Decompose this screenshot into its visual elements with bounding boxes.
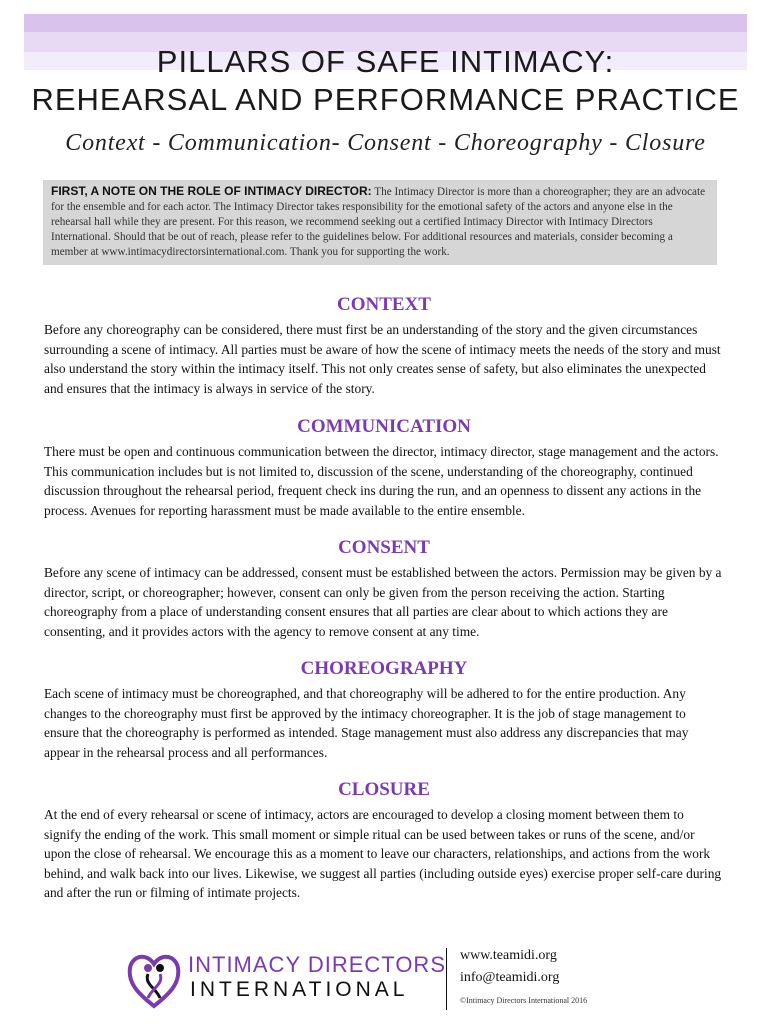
- section-body-context: Before any choreography can be considered, there must first be an understanding of the story and the given circumstances surrounding a scene of intimacy. All parties must be aware of how the scene of intimacy meets the needs of the story and must also understand the story within the intimacy itself. This not only creates sense of safety, but also eliminates the unexpected and ensures that the intimacy is always in service of the story.: [44, 322, 721, 396]
- section-heading-consent: CONSENT: [338, 537, 430, 558]
- note-heading: FIRST, A NOTE ON THE ROLE OF INTIMACY DIRECTOR:: [51, 184, 372, 198]
- email-link[interactable]: info@teamidi.org: [460, 970, 560, 985]
- section-heading-choreography: CHOREOGRAPHY: [300, 658, 468, 679]
- section-body-choreography: Each scene of intimacy must be choreographed, and that choreography will be adhered to for the entire production. Any changes to the choreography must first be approved by the intimacy choreographer. It is the job of stage management to ensure that the choreography is performed as intended. Stage management must also address any discrepancies that may appear in the rehearsal process and all performances.: [44, 686, 689, 760]
- heart-figures-logo-icon: [126, 948, 182, 1010]
- org-name-line2: INTERNATIONAL: [190, 978, 409, 1001]
- section-heading-context: CONTEXT: [337, 294, 431, 315]
- page-footer: [0, 940, 768, 1024]
- section-context: [44, 294, 724, 398]
- header-band-top: [24, 14, 747, 32]
- note-body: The Intimacy Director is more than a choreographer; they are an advocate for the ensemble and for each actor. The Intimacy Director takes responsibility for the emotional safety of the actors and anyone else in the rehearsal hall while they are present. For this reason, we recommend seeking out a certified Intimacy Director with Intimacy Directors International. Should that be out of reach, please refer to the guidelines below. For additional resources and materials, consider becoming a member at www.intimacydirectorsinternational.com. Thank you for supporting the work.: [51, 186, 706, 258]
- page-title-line1: PILLARS OF SAFE INTIMACY:: [156, 44, 615, 79]
- section-heading-communication: COMMUNICATION: [297, 416, 471, 437]
- section-choreography: [44, 658, 724, 762]
- section-heading-closure: CLOSURE: [338, 779, 430, 800]
- section-body-consent: Before any scene of intimacy can be addressed, consent must be established between the actors. Permission may be given by a director, script, or choreographer; however, consent can only be given from the person receiving the action. Starting choreography from a place of understanding consent ensures that all parties are clear about to which actions they are consenting, and it provides actors with the agency to remove consent at any time.: [44, 565, 722, 639]
- intimacy-director-note: [43, 180, 717, 265]
- page-title-line2: REHEARSAL AND PERFORMANCE PRACTICE: [31, 82, 740, 117]
- org-name-line1: INTIMACY DIRECTORS: [188, 952, 446, 977]
- section-closure: [44, 779, 724, 903]
- page-subtitle: Context - Communication- Consent - Choreography - Closure: [65, 130, 706, 156]
- section-communication: [44, 416, 724, 520]
- section-body-closure: At the end of every rehearsal or scene of intimacy, actors are encouraged to develop a closing moment between them to signify the ending of the work. This small moment or simple ritual can be used between takes or runs of the scene, and/or upon the close of rehearsal. We encourage this as a moment to leave our characters, relationships, and actions from the work behind, and walk back into our lives. Likewise, we suggest all parties (including outside eyes) exercise proper self-care during and after the run or filming of intimate projects.: [44, 807, 722, 900]
- footer-divider: [446, 948, 447, 1010]
- copyright-notice: ©Intimacy Directors International 2016: [460, 996, 588, 1005]
- website-link[interactable]: www.teamidi.org: [460, 948, 557, 963]
- section-consent: [44, 537, 724, 641]
- section-body-communication: There must be open and continuous communication between the director, intimacy director, stage management and the actors. This communication includes but is not limited to, discussion of the scene, understanding of the choreography, continued discussion throughout the rehearsal period, frequent check ins during the run, and an openness to dissent any actions in the process. Avenues for reporting harassment must be made available to the entire ensemble.: [44, 444, 719, 518]
